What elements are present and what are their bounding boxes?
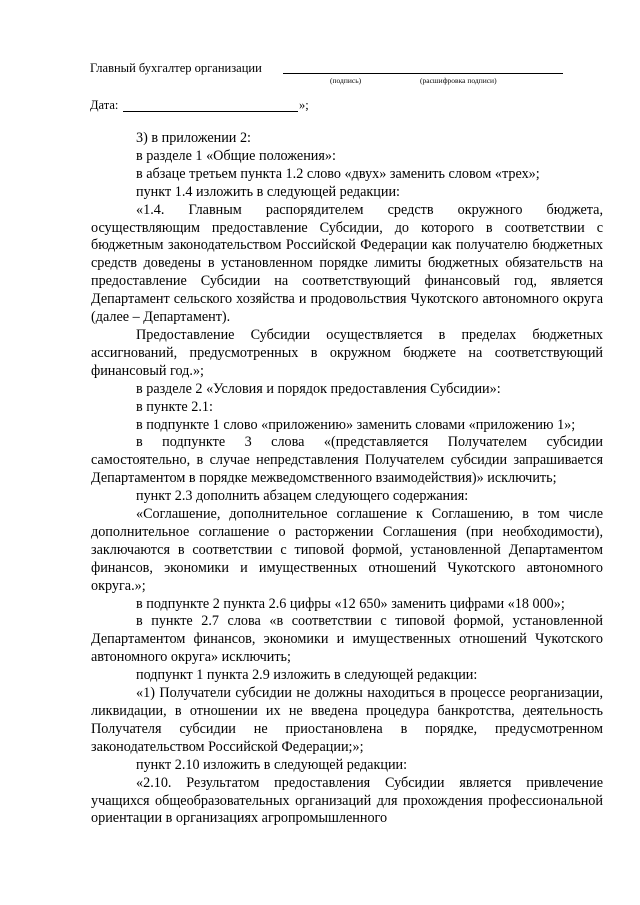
paragraph: пункт 2.3 дополнить абзацем следующего содержания: <box>136 488 469 505</box>
paragraph: «1) Получатели субсидии не должны находиться в процессе реорганизации, ликвидации, в отношении их не введена процедура банкротства, деятельность Получателя субсидии не приостановлена в порядке, предусмотренном законодательством Российской Федерации;»; <box>91 685 603 755</box>
date-label: Дата: <box>90 98 119 112</box>
paragraph: пункт 1.4 изложить в следующей редакции: <box>136 183 400 200</box>
signature-line <box>283 73 563 74</box>
document-body <box>91 130 603 828</box>
paragraph: в пункте 2.1: <box>136 398 213 415</box>
paragraph: «2.10. Результатом предоставления Субсидии является привлечение учащихся общеобразовательных организаций для прохождения профессиональной ориентации в организациях агропромышленного <box>91 774 603 827</box>
signature-row <box>90 57 570 87</box>
paragraph: в разделе 1 «Общие положения»: <box>136 147 336 164</box>
paragraph: «1.4. Главным распорядителем средств окружного бюджета, осуществляющим предоставление Субсидии, до которого в соответствии с бюджетным законодательством Российской Федерации как получателю бюджетных средств доведены в установленном порядке лимиты бюджетных обязательств на предоставление Субсидии на соответствующий финансовый год, является Департамент сельского хозяйства и продовольствия Чукотского автономного округа (далее – Департамент). <box>91 201 603 326</box>
paragraph: в подпункте 1 слово «приложению» заменить словами «приложению 1»; <box>136 416 576 433</box>
paragraph: подпункт 1 пункта 2.9 изложить в следующей редакции: <box>136 667 478 684</box>
paragraph: в подпункте 2 пункта 2.6 цифры «12 650» заменить цифрами «18 000»; <box>136 595 565 612</box>
paragraph: «Соглашение, дополнительное соглашение к Соглашению, в том числе дополнительное соглашение о расторжении Соглашения (при необходимости), заключаются в соответствии с типовой формой, установленной Департаментом финансов, экономики и имущественных отношений Чукотского автономного округа.»; <box>91 506 603 594</box>
date-line <box>123 111 298 112</box>
paragraph: в пункте 2.7 слова «в соответствии с типовой формой, установленной Департаментом финансов, экономики и имущественных отношений Чукотского автономного округа» исключить; <box>91 613 603 666</box>
paragraph: в подпункте 3 слова «(представляется Получателем субсидии самостоятельно, в случае непредставления Получателем субсидии запрашивается Департаментом в порядке межведомственного взаимодействия)» исключить; <box>91 434 603 487</box>
paragraph: в разделе 2 «Условия и порядок предоставления Субсидии»: <box>136 380 501 397</box>
date-suffix: »; <box>299 98 309 112</box>
paragraph: в абзаце третьем пункта 1.2 слово «двух» заменить словом «трех»; <box>136 165 540 182</box>
date-row <box>90 98 390 118</box>
signature-caption-sign: (подпись) <box>330 76 362 85</box>
signature-label: Главный бухгалтер организации <box>90 61 262 75</box>
signature-caption-decode: (расшифровка подписи) <box>420 76 497 85</box>
paragraph: Предоставление Субсидии осуществляется в пределах бюджетных ассигнований, предусмотренных в окружном бюджете на соответствующий финансовый год.»; <box>91 326 603 379</box>
paragraph: пункт 2.10 изложить в следующей редакции: <box>136 756 408 773</box>
paragraph: 3) в приложении 2: <box>136 130 251 146</box>
